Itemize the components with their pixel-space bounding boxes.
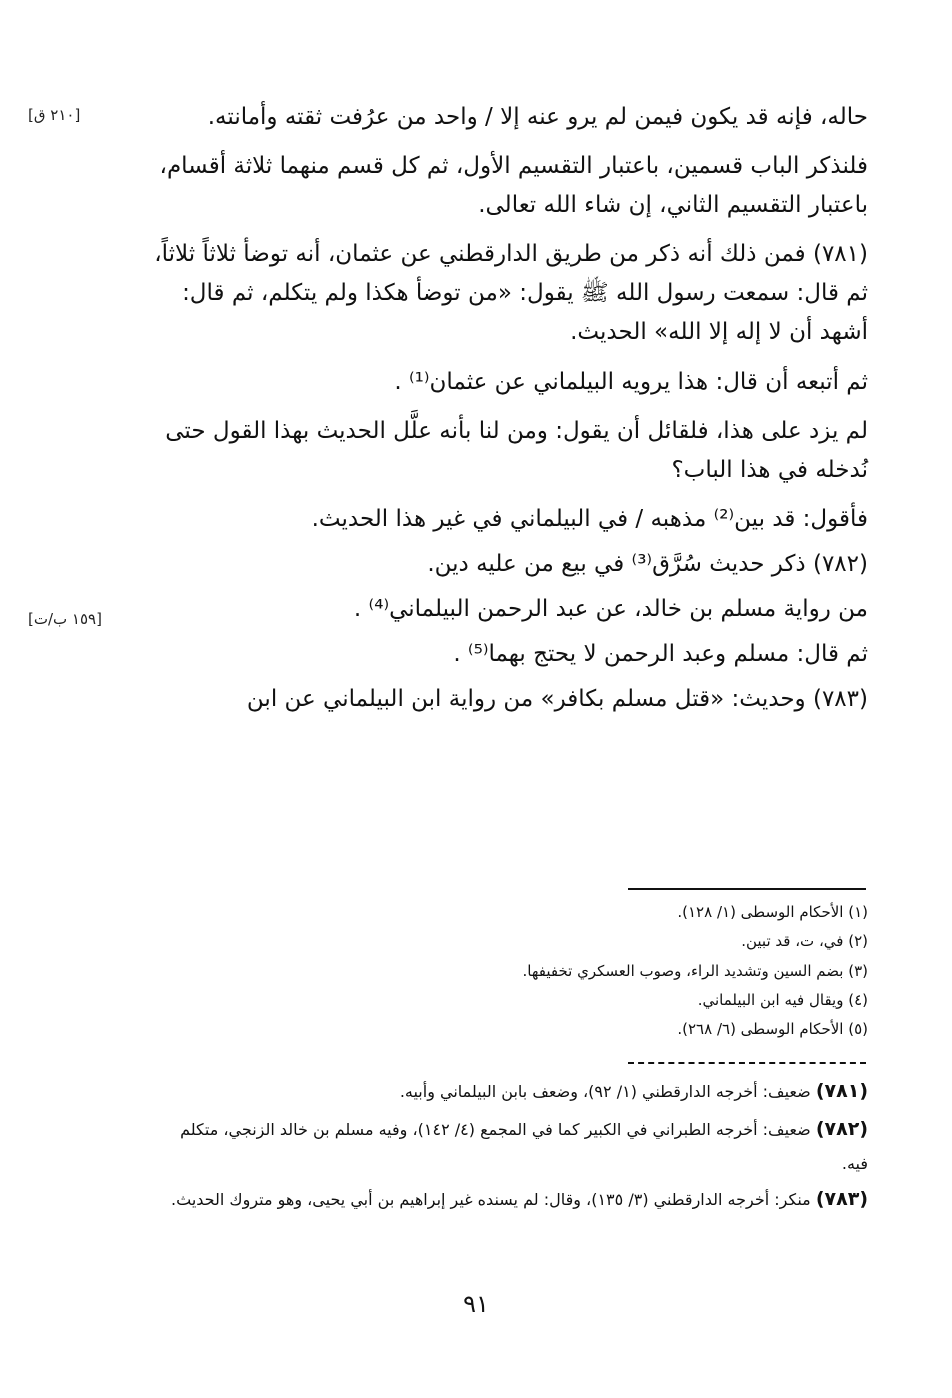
main-text	[150, 98, 868, 719]
paragraph: فلنذكر الباب قسمين، باعتبار التقسيم الأول، ثم كل قسم منهما ثلاثة أقسام، باعتبار التقسيم الثاني، إن شاء الله تعالى.	[159, 153, 868, 219]
paragraph: من رواية مسلم بن خالد، عن عبد الرحمن البيلماني⁽⁴⁾ .	[353, 596, 868, 623]
grading-text: منكر: أخرجه الدارقطني (٣/ ١٣٥)، وقال: لم يسنده غير إبراهيم بن أبي يحيى، وهو متروك الحديث.	[171, 1190, 811, 1209]
paragraph: حاله، فإنه قد يكون فيمن لم يرو عنه إلا / واحد من عرُفت ثقته وأمانته.	[207, 104, 868, 130]
manuscript-folio-note-bt: [١٥٩ ب/ت]	[28, 610, 102, 628]
tahqiq-separator	[628, 1062, 866, 1064]
footnote: (٢) في، ت، قد تبين.	[741, 932, 868, 951]
grading-note	[150, 1110, 868, 1180]
footnote: (٤) ويقال فيه ابن البيلماني.	[697, 990, 868, 1009]
paragraph: فأقول: قد بين⁽²⁾ مذهبه / في البيلماني في غير هذا الحديث.	[311, 505, 868, 532]
hadith-number: (٧٨٣)	[815, 1188, 868, 1210]
page-number: ٩١	[463, 1290, 489, 1318]
footnote: (٣) بضم السين وتشديد الراء، وصوب العسكري تخفيفها.	[522, 961, 868, 980]
grading-text: ضعيف: أخرجه الدارقطني (١/ ٩٢)، وضعف بابن البيلماني وأبيه.	[399, 1082, 811, 1101]
footnote-separator	[628, 888, 866, 890]
paragraph-hadith-782: (٧٨٢) ذكر حديث سُرَّق⁽³⁾ في بيع من عليه دين.	[427, 550, 868, 577]
footnote: (١) الأحكام الوسطى (١/ ١٢٨).	[677, 903, 868, 921]
paragraph: ثم أتبعه أن قال: هذا يرويه البيلماني عن عثمان⁽¹⁾ .	[394, 368, 868, 395]
footnotes	[150, 898, 868, 1044]
grading-note	[150, 1180, 868, 1218]
hadith-number: (٧٨١)	[815, 1080, 868, 1102]
footnote: (٥) الأحكام الوسطى (٦/ ٢٦٨).	[677, 1020, 868, 1038]
paragraph-hadith-783: (٧٨٣) وحديث: «قتل مسلم بكافر» من رواية ابن البيلماني عن ابن	[246, 686, 868, 713]
grading-text: ضعيف: أخرجه الطبراني في الكبير كما في المجمع (٤/ ١٤٢)، وفيه مسلم بن خالد الزنجي، متكلم فيه.	[180, 1120, 868, 1173]
paragraph: ثم قال: مسلم وعبد الرحمن لا يحتج بهما⁽⁵⁾ .	[453, 641, 868, 668]
paragraph: لم يزد على هذا، فلقائل أن يقول: ومن لنا بأنه علَّل الحديث بهذا القول حتى نُدخله في هذا الباب؟	[165, 417, 868, 483]
manuscript-folio-note-q: [٢١٠ ق]	[28, 106, 81, 124]
hadith-grading-notes	[150, 1072, 868, 1218]
grading-note	[150, 1072, 868, 1110]
paragraph-hadith-781: (٧٨١) فمن ذلك أنه ذكر من طريق الدارقطني عن عثمان، أنه توضأ ثلاثاً ثلاثاً، ثم قال: سمعت رسول الله ﷺ يقول: «من توضأ هكذا ولم يتكلم، ثم قال: أشهد أن لا إله إلا الله» الحديث.	[154, 241, 868, 346]
hadith-number: (٧٨٢)	[815, 1118, 868, 1140]
